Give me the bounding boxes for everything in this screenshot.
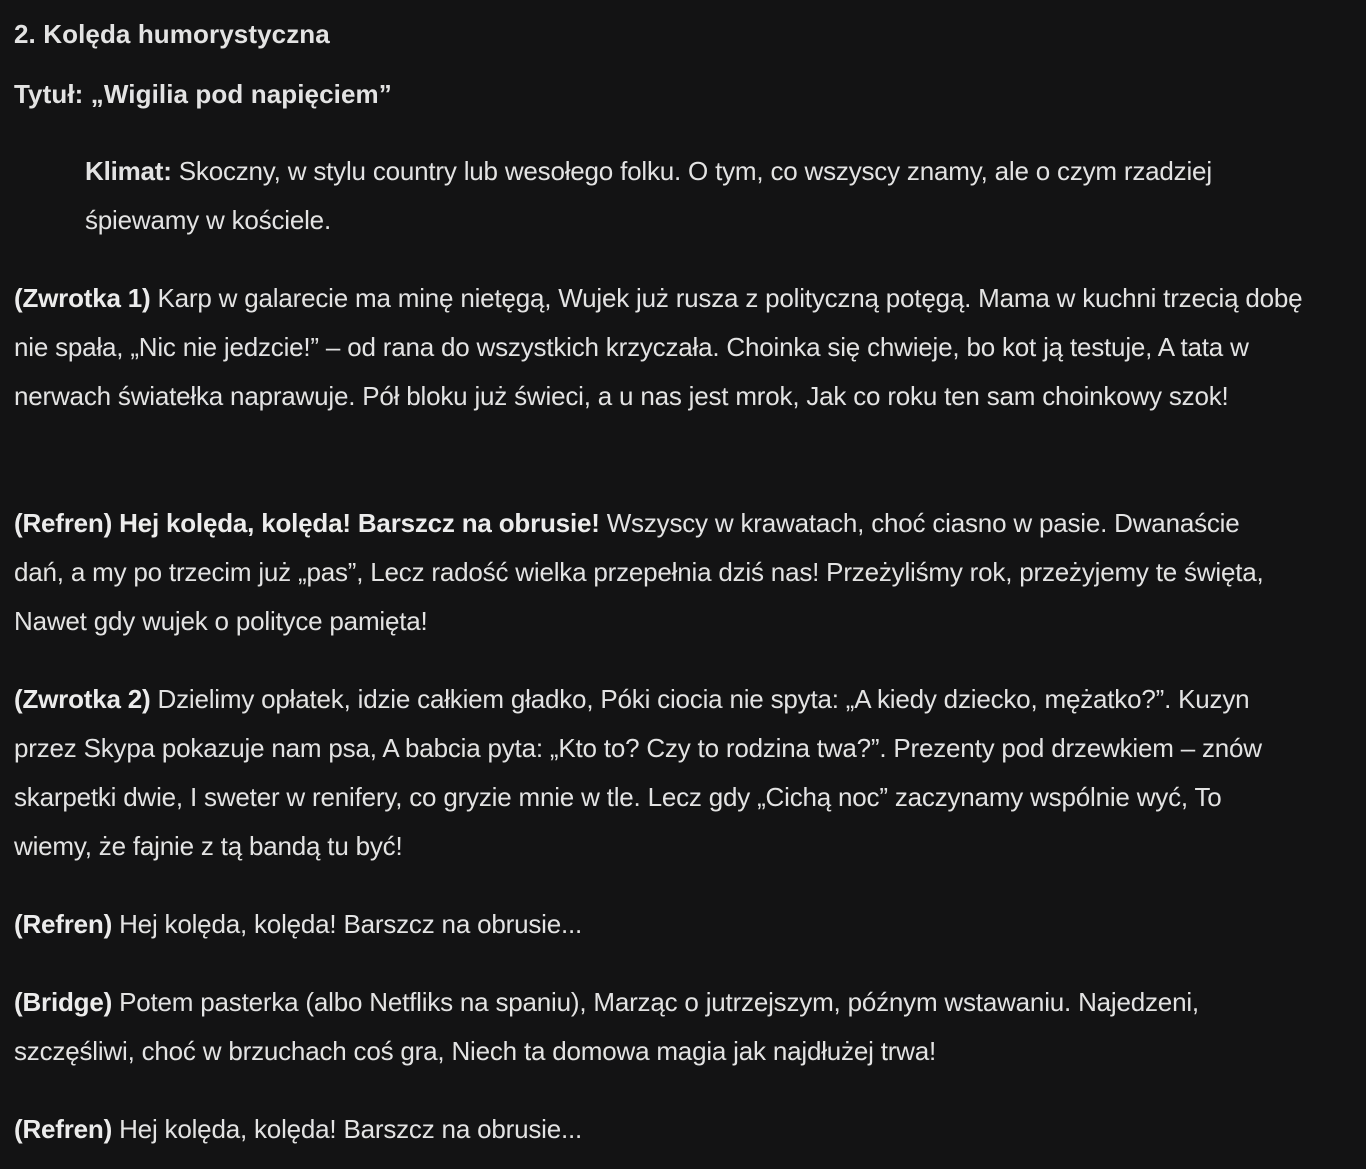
title-label: Tytuł: xyxy=(14,79,84,109)
chorus-label: (Refren) xyxy=(14,909,113,939)
klimat-label: Klimat: xyxy=(85,156,172,186)
klimat-text: Skoczny, w stylu country lub wesołego folku. O tym, co wszyscy znamy, ale o czym rzadziej śpiewamy w kościele. xyxy=(85,156,1212,235)
verse-text: Dzielimy opłatek, idzie całkiem gładko, Póki ciocia nie spyta: „A kiedy dziecko, mężatko?”. Kuzyn przez Skypa pokazuje nam psa, A babcia pyta: „Kto to? Czy to rodzina twa?”. Prezenty pod drzewkiem – znów skarpetki dwie, I sweter w renifery, co gryzie mnie w tle. Lecz gdy „Cichą noc” zaczynamy wspólnie wyć, To wiemy, że fajnie z tą bandą tu być! xyxy=(14,684,1262,861)
chorus-text: Hej kolęda, kolęda! Barszcz na obrusie... xyxy=(119,909,583,939)
klimat-note xyxy=(85,147,1266,245)
song-title xyxy=(14,76,392,112)
verse-1 xyxy=(14,274,1310,421)
verse-label: (Zwrotka 2) xyxy=(14,684,151,714)
chorus-bold-line: Hej kolęda, kolęda! Barszcz na obrusie! xyxy=(119,508,600,538)
bridge-label: (Bridge) xyxy=(14,987,113,1017)
chorus-1 xyxy=(14,499,1296,646)
verse-label: (Zwrotka 1) xyxy=(14,283,151,313)
chorus-label: (Refren) xyxy=(14,508,113,538)
chorus-2 xyxy=(14,900,1306,949)
verse-text: Karp w galarecie ma minę nietęgą, Wujek już rusza z polityczną potęgą. Mama w kuchni trzecią dobę nie spała, „Nic nie jedzcie!” – od rana do wszystkich krzyczała. Choinka się chwieje, bo kot ją testuje, A tata w nerwach światełka naprawuje. Pół bloku już świeci, a u nas jest mrok, Jak co roku ten sam choinkowy szok! xyxy=(14,283,1303,411)
verse-2 xyxy=(14,675,1276,871)
chorus-3 xyxy=(14,1105,1306,1154)
section-heading: 2. Kolęda humorystyczna xyxy=(14,19,330,49)
bridge xyxy=(14,978,1216,1076)
chorus-text: Wszyscy w krawatach, choć ciasno w pasie. Dwanaście dań, a my po trzecim już „pas”, Lecz radość wielka przepełnia dziś nas! Przeżyliśmy rok, przeżyjemy te święta, Nawet gdy wujek o polityce pamięta! xyxy=(14,508,1264,636)
bridge-text: Potem pasterka (albo Netfliks na spaniu), Marząc o jutrzejszym, późnym wstawaniu. Najedzeni, szczęśliwi, choć w brzuchach coś gra, Niech ta domowa magia jak najdłużej trwa! xyxy=(14,987,1199,1066)
title-value: „Wigilia pod napięciem” xyxy=(90,79,392,109)
chorus-text: Hej kolęda, kolęda! Barszcz na obrusie... xyxy=(119,1114,583,1144)
chorus-label: (Refren) xyxy=(14,1114,113,1144)
